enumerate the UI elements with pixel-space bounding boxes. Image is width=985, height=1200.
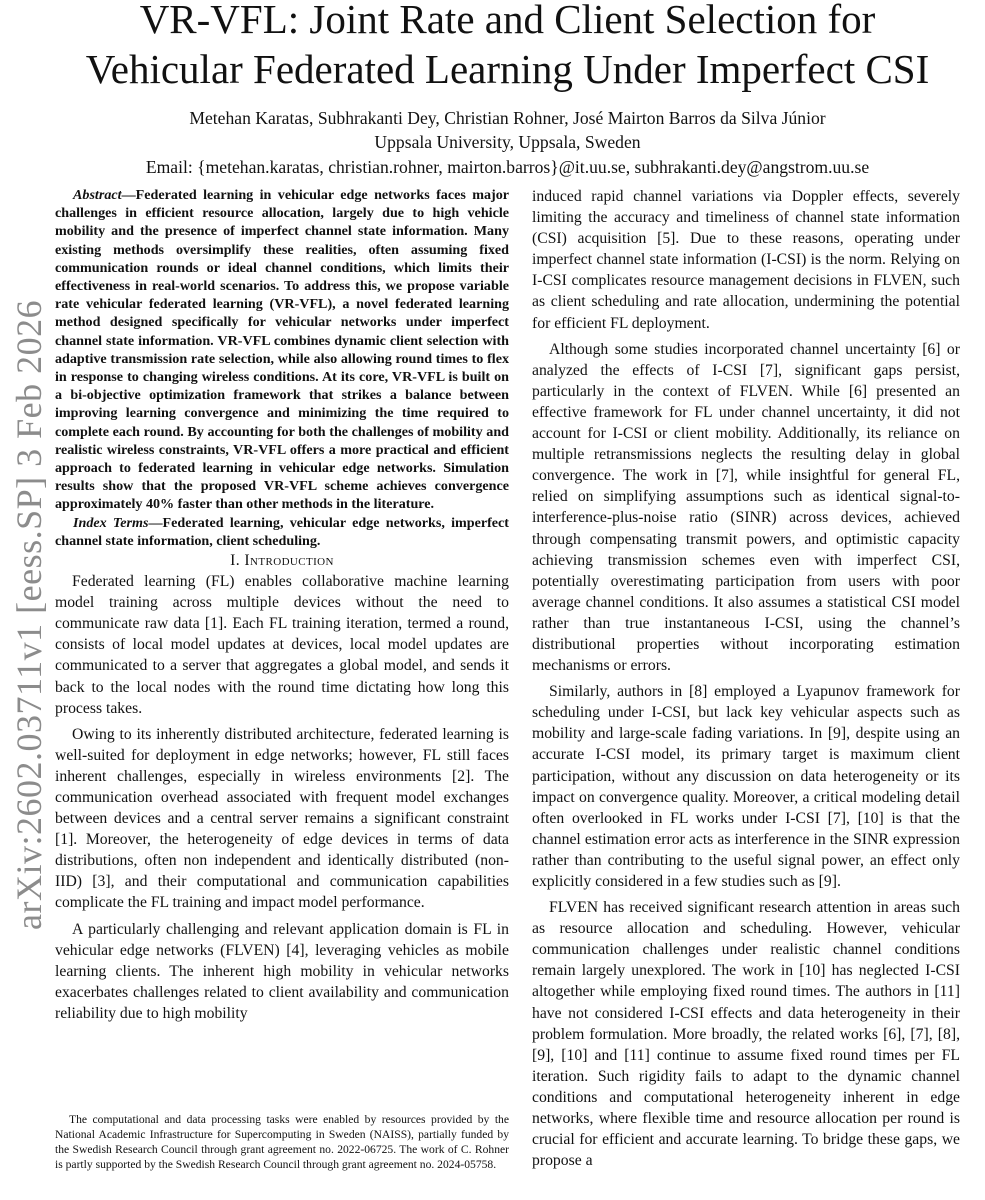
intro-paragraph-3: A particularly challenging and relevant application domain is FL in vehicular edge networks (FLVEN) [4], leveraging vehicles as mobile learning clients. The inherent high mobility in vehicular networks exacerbates challenges related to client availability and communication reliability due to high mobility [55,920,509,1022]
right-column [532,186,960,1171]
abstract-label: Abstract [73,187,122,203]
title-line-1: VR-VFL: Joint Rate and Client Selection for [139,0,876,42]
title-line-2: Vehicular Federated Learning Under Imperfect CSI [85,46,930,92]
index-terms-label: Index Terms [73,514,149,531]
paper-title [40,0,975,94]
index-terms-text: —Federated learning, vehicular edge networks, imperfect channel state information, client scheduling. [55,514,510,549]
left-column [55,186,509,1024]
related-work-paragraph-1: Although some studies incorporated channel uncertainty [6] or analyzed the effects of I-CSI [7], significant gaps persist, particularly in the context of FLVEN. While [6] presented an effective framework for FL under channel uncertainty, it did not account for I-CSI or client mobility. Additionally, its reliance on multiple retransmissions neglects the resulting delay in global convergence. The work in [7], while insightful for general FL, relied on simplifying assumptions such as identical signal-to-interference-plus-noise ratio (SINR) across devices, achieved through compensating transmit powers, and optimistic capacity achieving transmission schemes even with imperfect CSI, potentially overestimating participation from users with poor average channel conditions. It also assumes a statistical CSI model rather than true instantaneous I-CSI, using the channel’s distributional properties without incorporating estimation mechanisms or errors. [532,340,960,675]
affiliation: Uppsala University, Uppsala, Sweden [374,132,641,152]
intro-paragraph-2: Owing to its inherently distributed architecture, federated learning is well-suited for deployment in edge networks; however, FL still faces inherent challenges, especially in wireless environments [2]. The communication overhead associated with frequent model exchanges between devices and a central server remains a significant constraint [1]. Moreover, the heterogeneity of edge devices in terms of data distributions, often non independent and identically distributed (non-IID) [3], and their computational and communication capabilities complicate the FL training and impact model performance. [55,725,509,912]
related-work-paragraph-3: FLVEN has received significant research attention in areas such as resource allocation and scheduling. However, vehicular communication challenges under realistic channel conditions remain largely unexplored. The work in [10] has neglected I-CSI altogether while employing fixed round times. The authors in [11] have not considered I-CSI effects and data heterogeneity in their problem formulation. More broadly, the related works [6], [7], [8], [9], [10] and [11] continue to assume fixed round times per FL iteration. Such rigidity fails to adapt to the dynamic channel conditions and computational heterogeneity inherent in edge networks, where flexible time and resource allocation per round is crucial for efficient and accurate learning. To bridge these gaps, we propose a [532,899,960,1170]
related-work-paragraph-2: Similarly, authors in [8] employed a Lyapunov framework for scheduling under I-CSI, but lack key vehicular aspects such as mobility and large-scale fading variations. In [9], despite using an accurate I-CSI model, its primary target is maximum client participation, without any discussion on data heterogeneity or its impact on convergence quality. Moreover, a critical modeling detail often overlooked in FL works under I-CSI [7], [10] is that the channel estimation error acts as interference in the SINR expression rather than contributing to the useful signal power, an effect only explicitly considered in a few studies such as [9]. [532,683,960,890]
funding-footnote: The computational and data processing tasks were enabled by resources provided by the National Academic Infrastructure for Supercomputing in Sweden (NAISS), partially funded by the Swedish Research Council through grant agreement no. 2022-06725. The work of C. Rohner is partly supported by the Swedish Research Council through grant agreement no. 2024-05758. [55,1113,509,1171]
section-title: Introduction [244,552,334,570]
abstract-text: —Federated learning in vehicular edge networks faces major challenges in efficient resource allocation, largely due to high vehicle mobility and the presence of imperfect channel state information. Many existing methods oversimplify these realities, often assuming fixed communication rounds or ideal channel conditions, which limits their effectiveness in real-world scenarios. To address this, we propose variable rate vehicular federated learning (VR-VFL), a novel federated learning method designed specifically for vehicular networks under imperfect channel state information. VR-VFL combines dynamic client selection with adaptive transmission rate selection, while also allowing round times to flex in response to changing wireless conditions. At its core, VR-VFL is built on a bi-objective optimization framework that strikes a balance between improving learning convergence and minimizing the time required to complete each round. By accounting for both the challenges of mobility and realistic wireless constraints, VR-VFL offers a more practical and efficient approach to federated learning in vehicular edge networks. Simulation results show that the proposed VR-VFL scheme achieves convergence approximately 40% faster than other methods in the literature. [55,187,509,513]
index-terms [55,514,509,550]
author-list: Metehan Karatas, Subhrakanti Dey, Christian Rohner, José Mairton Barros da Silva Júnior [189,108,826,128]
continuation-paragraph: induced rapid channel variations via Doppler effects, severely limiting the accuracy and timeliness of channel state information (CSI) acquisition [5]. Due to these reasons, operating under imperfect channel state information (I-CSI) is the norm. Relying on I-CSI complicates resource management decisions in FLVEN, such as client scheduling and rate allocation, undermining the potential for efficient FL deployment. [532,188,960,332]
section-heading-introduction [55,550,509,571]
intro-paragraph-1: Federated learning (FL) enables collaborative machine learning model training across multiple devices without the need to communicate raw data [1]. Each FL training iteration, termed a round, consists of local model updates at devices, local model updates are communicated to a server that aggregates a global model, and sends it back to the local nodes with the round time dictating how long this process takes. [55,573,509,717]
email-line: Email: {metehan.karatas, christian.rohner, mairton.barros}@it.uu.se, subhrakanti.dey@angstrom.uu.se [145,157,870,177]
arxiv-identifier-stamp: arXiv:2602.03711v1 [eess.SP] 3 Feb 2026 [9,299,49,930]
abstract [55,186,509,514]
section-number: I. [230,552,241,570]
